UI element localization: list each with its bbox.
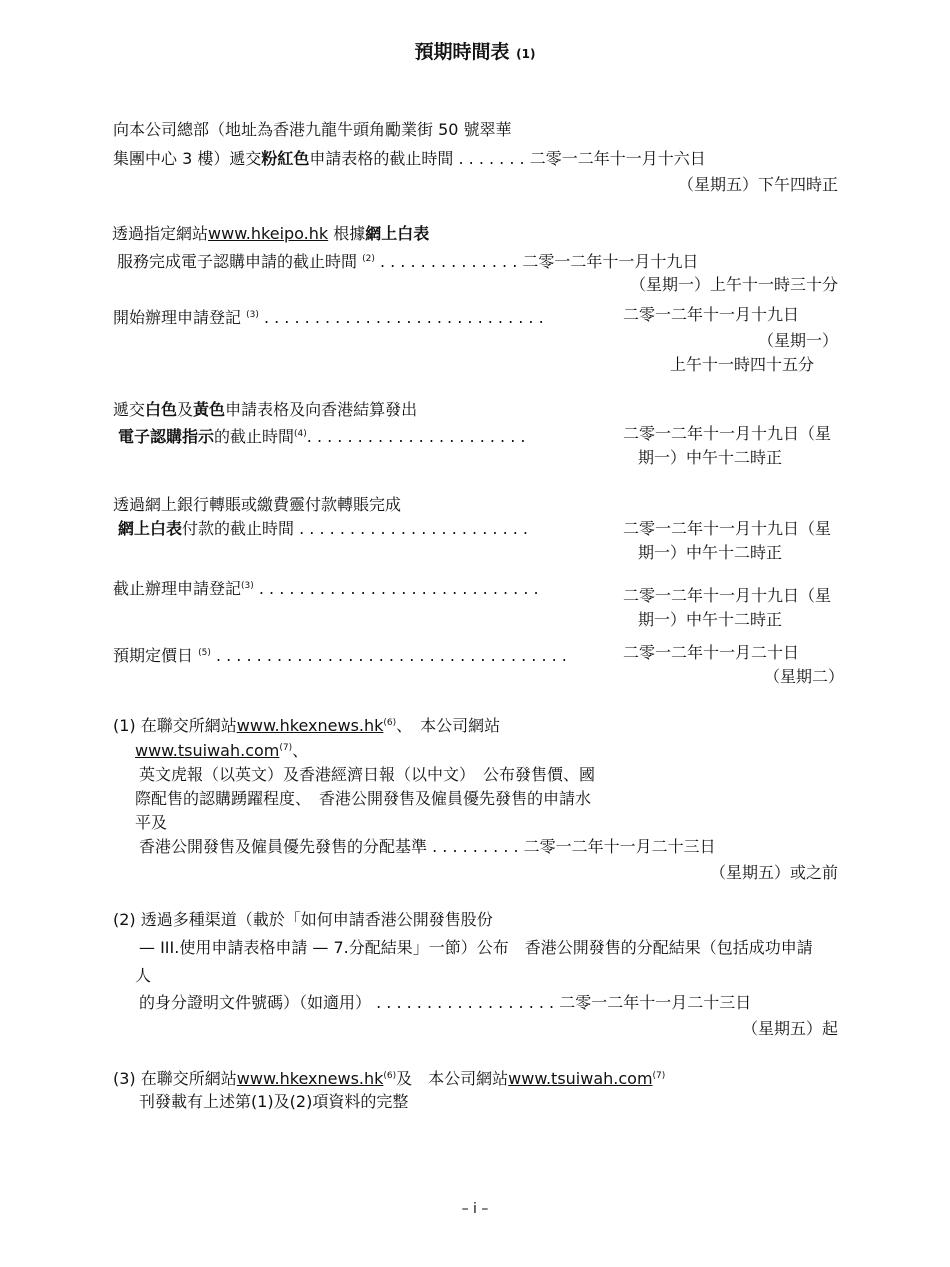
note-2-date: 二零一二年十一月二十三日 xyxy=(559,993,752,1012)
entry-open-label xyxy=(113,304,544,329)
leader-dots: . . . . . . . xyxy=(458,149,525,168)
entry-close-date: 二零一二年十一月十九日（星 xyxy=(623,586,832,605)
leader-dots: . . . . . . . . . . . . . . xyxy=(379,252,518,271)
footnote-ref: (3) xyxy=(246,310,259,320)
page-number: – i – xyxy=(461,1201,489,1217)
entry-pink-date: 二零一二年十一月十六日 xyxy=(529,149,706,168)
entry-eipo-mid: 根據 xyxy=(333,224,366,243)
entry-wy-line2 xyxy=(118,423,525,448)
note-2-line2: — III.使用申請表格申請 — 7.分配結果」一節）公布 香港公開發售的分配結果（包括成功申請 xyxy=(139,938,813,957)
footnote-ref: (4) xyxy=(294,429,307,439)
leader-dots: . . . . . . . . . . . . . . . . . . xyxy=(376,993,555,1012)
note-3-text: (3) 在聯交所網站 xyxy=(113,1069,237,1088)
entry-eipo-date: 二零一二年十一月十九日 xyxy=(522,252,699,271)
hkexnews-link[interactable]: www.hkexnews.hk xyxy=(236,716,384,735)
note-1-text: (1) 在聯交所網站 xyxy=(113,716,237,735)
entry-pricing-label xyxy=(113,642,567,667)
note-1-text6: 香港公開發售及僱員優先發售的分配基準 xyxy=(139,837,428,856)
entry-payment-bold: 網上白表 xyxy=(118,519,183,538)
entry-wy-post: 申請表格及向香港結算發出 xyxy=(225,400,418,419)
entry-eipo-line2 xyxy=(117,248,698,273)
entry-eipo-text: 透過指定網站 xyxy=(112,224,209,243)
entry-pink-date2: （星期五）下午四時正 xyxy=(677,175,838,194)
leader-dots: . . . . . . . . . . . . . . . . . . . . . . . . . . . . . . . . . . . xyxy=(215,646,567,665)
entry-wy-date: 二零一二年十一月十九日（星 xyxy=(623,424,832,443)
note-1-line1 xyxy=(113,712,500,737)
note-2-date2: （星期五）起 xyxy=(741,1019,838,1038)
entry-eipo-date2: （星期一）上午十一時三十分 xyxy=(629,275,838,294)
note-2-line1: (2) 透過多種渠道（載於「如何申請香港公開發售股份 xyxy=(113,910,493,929)
note-1-line4: 際配售的認購踴躍程度、 香港公開發售及僱員優先發售的申請水 xyxy=(135,789,592,808)
footnote-ref: (5) xyxy=(198,648,211,658)
leader-dots: . . . . . . . . . . . . . . . . . . . . . . . . . . . . xyxy=(258,579,539,598)
note-1-comma: 、 xyxy=(292,741,309,760)
entry-wy-bold-white: 白色 xyxy=(145,400,178,419)
entry-wy-bold-eipo: 電子認購指示 xyxy=(118,427,215,446)
entry-payment-text: 付款的截止時間 xyxy=(182,519,295,538)
title-note: (1) xyxy=(516,47,536,61)
footnote-ref: (3) xyxy=(241,581,254,591)
entry-payment-date: 二零一二年十一月十九日（星 xyxy=(623,519,832,538)
entry-close-date2: 期一）中午十二時正 xyxy=(638,610,783,629)
note-2-text4: 的身分證明文件號碼）（如適用） xyxy=(139,993,372,1012)
leader-dots: . . . . . . . . . xyxy=(432,837,519,856)
entry-close-text: 截止辦理申請登記 xyxy=(113,579,242,598)
entry-pink-bold: 粉紅色 xyxy=(261,149,310,168)
entry-wy-date2: 期一）中午十二時正 xyxy=(638,448,783,467)
entry-pricing-date: 二零一二年十一月二十日 xyxy=(623,643,800,662)
entry-wy-text2: 的截止時間 xyxy=(214,427,295,446)
note-1-line5: 平及 xyxy=(135,813,168,832)
footnote-ref: (7) xyxy=(279,743,293,753)
footnote-ref: (7) xyxy=(652,1071,666,1081)
footnote-ref: (6) xyxy=(383,718,397,728)
entry-pricing-date2: （星期二） xyxy=(763,667,844,686)
entry-open-date2: （星期一） xyxy=(757,331,838,350)
entry-eipo-line1 xyxy=(112,223,429,245)
note-1-text-post: 、 本公司網站 xyxy=(396,716,501,735)
entry-close-label xyxy=(113,575,539,600)
entry-payment-line1: 透過網上銀行轉賬或繳費靈付款轉賬完成 xyxy=(113,495,402,514)
entry-open-date: 二零一二年十一月十九日 xyxy=(623,305,800,324)
footnote-ref: (6) xyxy=(383,1071,397,1081)
entry-wy-bold-yellow: 黃色 xyxy=(193,400,226,419)
entry-pink-line2 xyxy=(113,148,706,170)
entry-open-text: 開始辦理申請登記 xyxy=(113,308,242,327)
entry-open-date3: 上午十一時四十五分 xyxy=(669,355,814,374)
page-title xyxy=(0,41,950,65)
leader-dots: . . . . . . . . . . . . . . . . . . . . . . . . . . . . xyxy=(263,308,544,327)
hkexnews-link[interactable]: www.hkexnews.hk xyxy=(236,1069,384,1088)
tsuiwah-link[interactable]: www.tsuiwah.com xyxy=(135,741,280,760)
entry-eipo-bold: 網上白表 xyxy=(365,224,430,243)
footnote-ref: (2) xyxy=(362,254,375,264)
note-1-line2 xyxy=(135,737,308,762)
entry-wy-mid: 及 xyxy=(177,400,194,419)
entry-wy-text: 遞交 xyxy=(113,400,146,419)
entry-pink-text: 集團中心 3 樓）遞交 xyxy=(113,149,262,168)
entry-pink-line1: 向本公司總部（地址為香港九龍牛頭角勵業街 50 號翠華 xyxy=(113,120,512,139)
note-3-line1 xyxy=(113,1065,665,1090)
entry-pink-text-post: 申請表格的截止時間 xyxy=(309,149,454,168)
note-2-line4 xyxy=(139,992,751,1014)
entry-payment-date2: 期一）中午十二時正 xyxy=(638,543,783,562)
title-text: 預期時間表 xyxy=(414,41,510,63)
leader-dots: . . . . . . . . . . . . . . . . . . . . . . . xyxy=(299,519,528,538)
entry-pricing-text: 預期定價日 xyxy=(113,646,194,665)
leader-dots: . . . . . . . . . . . . . . . . . . . . . . xyxy=(306,427,526,446)
note-2-line3: 人 xyxy=(135,966,152,985)
entry-wy-line1 xyxy=(113,399,417,421)
note-1-line6 xyxy=(139,836,716,858)
entry-eipo-text2: 服務完成電子認購申請的截止時間 xyxy=(117,252,358,271)
note-3-line2: 刊發載有上述第(1)及(2)項資料的完整 xyxy=(139,1092,409,1111)
tsuiwah-link[interactable]: www.tsuiwah.com xyxy=(508,1069,653,1088)
entry-payment-line2 xyxy=(118,518,528,540)
note-1-line3: 英文虎報（以英文）及香港經濟日報（以中文） 公布發售價、國 xyxy=(139,765,596,784)
note-1-date: 二零一二年十一月二十三日 xyxy=(523,837,716,856)
hkeipo-link[interactable]: www.hkeipo.hk xyxy=(208,224,329,243)
note-1-date2: （星期五）或之前 xyxy=(709,863,838,882)
note-3-mid: 及 本公司網站 xyxy=(396,1069,509,1088)
